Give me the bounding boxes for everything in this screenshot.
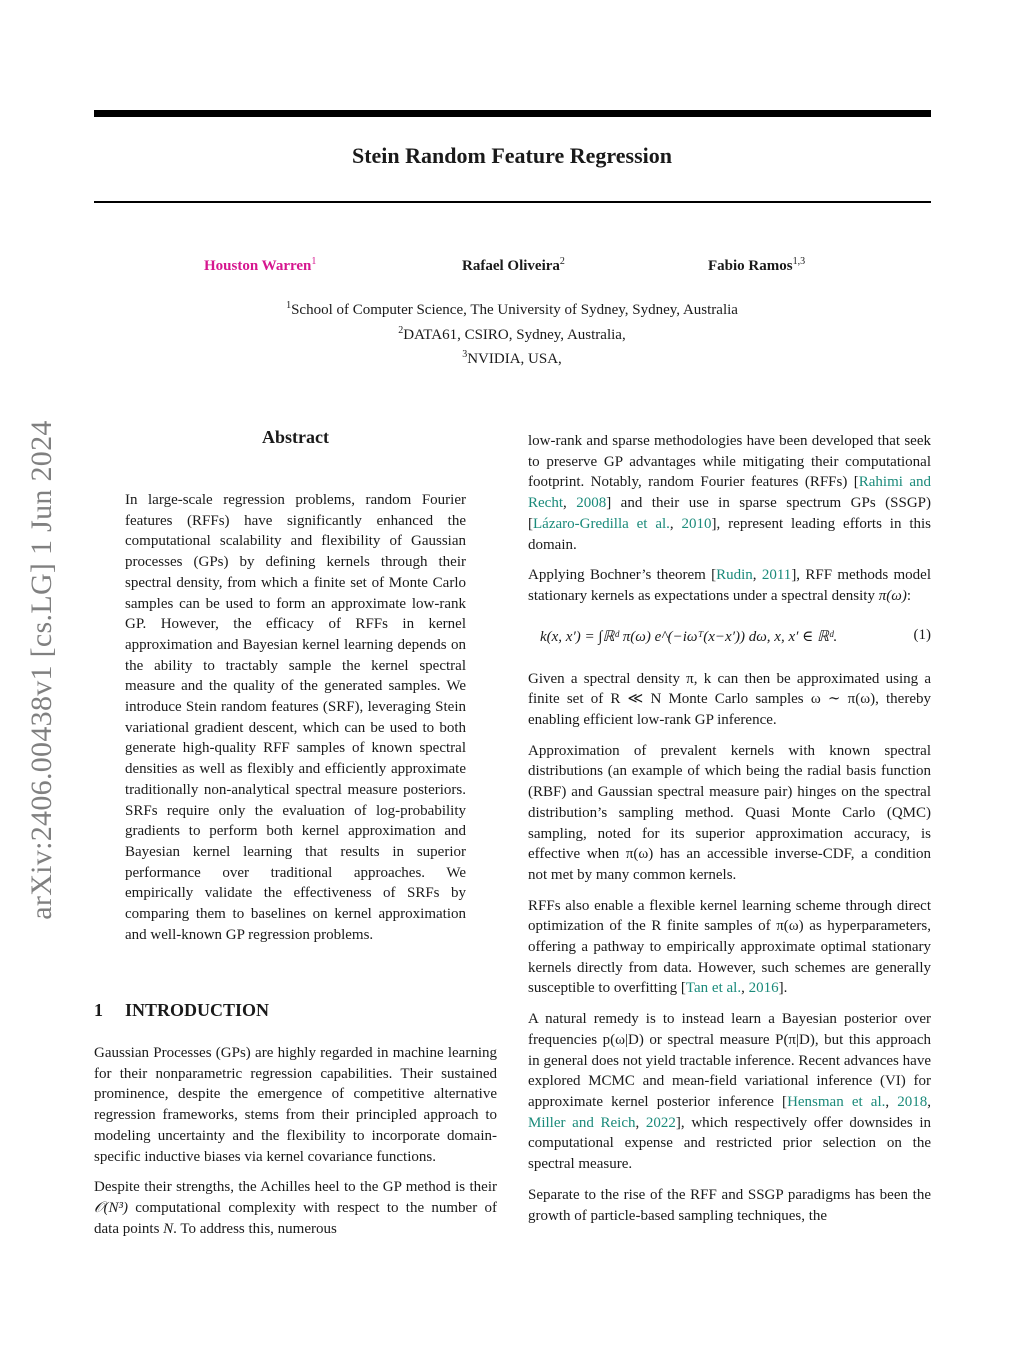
title-rule xyxy=(94,201,931,203)
right-paragraph-3: Given a spectral density π, k can then be approximated using a finite set of R ≪ N Monte Carlo samples ω ∼ π(ω), thereby enabling efficient low-rank GP inference. xyxy=(528,670,931,729)
right-paragraph-6: A natural remedy is to instead learn a Bayesian posterior over frequencies p(ω|D) or spectral measure P(π|D), but this approach in general does not yield tractable inference. Recent advances have explored MCMC and mean-field variational inference (VI) for approximate kernel posterior inference [Hensman et al., 2018, Miller and Reich, 2022], which respectively offer downsides in computational expense and restricted prior selection on the spectral measure. xyxy=(528,1011,931,1173)
equation-1-number: (1) xyxy=(913,626,931,643)
citation-hensman-year[interactable]: 2018 xyxy=(897,1093,928,1110)
citation-lazaro[interactable]: Lázaro-Gredilla et al. xyxy=(533,515,670,532)
top-rule xyxy=(94,110,931,117)
paper-title: Stein Random Feature Regression xyxy=(351,143,672,168)
abstract-body: In large-scale regression problems, random Fourier features (RFFs) have significantly enhanced the computational scalability and flexibility of Gaussian processes (GPs) by defining kernels through their spectral density, from which a finite set of Monte Carlo samples can be used to form an approximate low-rank GP. However, the efficacy of RFFs in kernel approximation and Bayesian kernel learning depends on the ability to tractably sample the kernel spectral measure and the quality of the generated samples. We introduce Stein random features (SRF), leveraging Stein variational gradient descent, which can be used to both generate high-quality RFF samples of known spectral densities as well as flexibly and efficiently approximate traditionally non-analytical spectral measure posteriors. SRFs require only the evaluation of log-probability gradients to perform both kernel approximation and Bayesian kernel learning that results in superior performance over traditional approaches. We empirically validate the effectiveness of SRFs by comparing them to baselines on kernel approximation and well-known GP regression problems. xyxy=(125,492,466,943)
citation-rudin-year[interactable]: 2011 xyxy=(761,567,792,584)
citation-miller[interactable]: Miller and Reich xyxy=(528,1114,636,1131)
affiliation-3: $^3$NVIDIA, USA, xyxy=(462,349,562,367)
citation-tan-year[interactable]: 2016 xyxy=(748,980,779,997)
right-paragraph-5: RFFs also enable a flexible kernel learning scheme through direct optimization of the R finite samples of π(ω) as hyperparameters, offering a pathway to empirically approximate optimal stationary kernels directly from data. However, such schemes are generally susceptible to overfitting [Tan et al., 2016]. xyxy=(528,897,931,997)
citation-rahimi[interactable]: Rahimi and Recht xyxy=(528,474,931,512)
arxiv-stamp: arXiv:2406.00438v1 [cs.LG] 1 Jun 2024 xyxy=(25,420,58,920)
author-1: Houston Warren$^1$ xyxy=(204,256,317,274)
right-paragraph-1: low-rank and sparse methodologies have been developed that seek to preserve GP advantages while mitigating their computational footprint. Notably, random Fourier features (RFFs) [Rahimi and Recht, 2008] and their use in sparse spectrum GPs (SSGP) [Lázaro-Gredilla et al., 2010], represent leading efforts in this domain. xyxy=(528,433,932,553)
citation-rudin[interactable]: Rudin xyxy=(716,567,753,584)
citation-hensman[interactable]: Hensman et al. xyxy=(787,1093,886,1110)
citation-lazaro-year[interactable]: 2010 xyxy=(681,515,712,532)
citation-tan[interactable]: Tan et al. xyxy=(685,980,742,997)
citation-rahimi-year[interactable]: 2008 xyxy=(576,495,607,512)
right-column xyxy=(528,431,931,1226)
affiliation-1: $^1$School of Computer Science, The University of Sydney, Sydney, Australia xyxy=(286,300,738,318)
citation-miller-year[interactable]: 2022 xyxy=(645,1114,676,1131)
author-2: Rafael Oliveira$^2$ xyxy=(462,256,565,274)
right-paragraph-2: Applying Bochner’s theorem [Rudin, 2011], RFF methods model stationary kernels as expectations under a spectral density π(ω): xyxy=(528,567,931,604)
right-paragraph-4: Approximation of prevalent kernels with known spectral distributions (an example of which being the radial basis function (RBF) and Gaussian spectral measure pair) hinges on the spectral distribution’s sampling method. Quasi Monte Carlo (QMC) sampling, noted for its superior approximation accuracy, is effective when π(ω) has an accessible inverse-CDF, a condition not met by many common kernels. xyxy=(528,742,931,883)
abstract-heading: Abstract xyxy=(262,427,329,447)
affiliations xyxy=(0,296,1024,370)
intro-paragraph-1: Gaussian Processes (GPs) are highly regarded in machine learning for their nonparametric regression capabilities. Their sustained prominence, despite the emergence of competitive alternative regression frameworks, stems from their principled approach to modeling uncertainty and the flexibility to incorporate domain-specific inductive biases via kernel covariance functions. xyxy=(94,1045,497,1165)
introduction-body xyxy=(94,1043,497,1239)
equation-1-expression: k(x, x′) = ∫ℝᵈ π(ω) e^(−iωᵀ(x−x′)) dω, x, x′ ∈ ℝᵈ. xyxy=(540,628,838,645)
section-heading-introduction: 1 INTRODUCTION xyxy=(94,1000,270,1020)
intro-paragraph-2: Despite their strengths, the Achilles heel to the GP method is their 𝒪(N³) computational complexity with respect to the number of data points N. To address this, numerous xyxy=(94,1179,497,1237)
affiliation-2: $^2$DATA61, CSIRO, Sydney, Australia, xyxy=(398,324,626,343)
author-3: Fabio Ramos$^{1,3}$ xyxy=(708,256,806,274)
equation-1 xyxy=(528,617,931,661)
right-paragraph-7: Separate to the rise of the RFF and SSGP paradigms has been the growth of particle-based sampling techniques, the xyxy=(528,1186,931,1224)
